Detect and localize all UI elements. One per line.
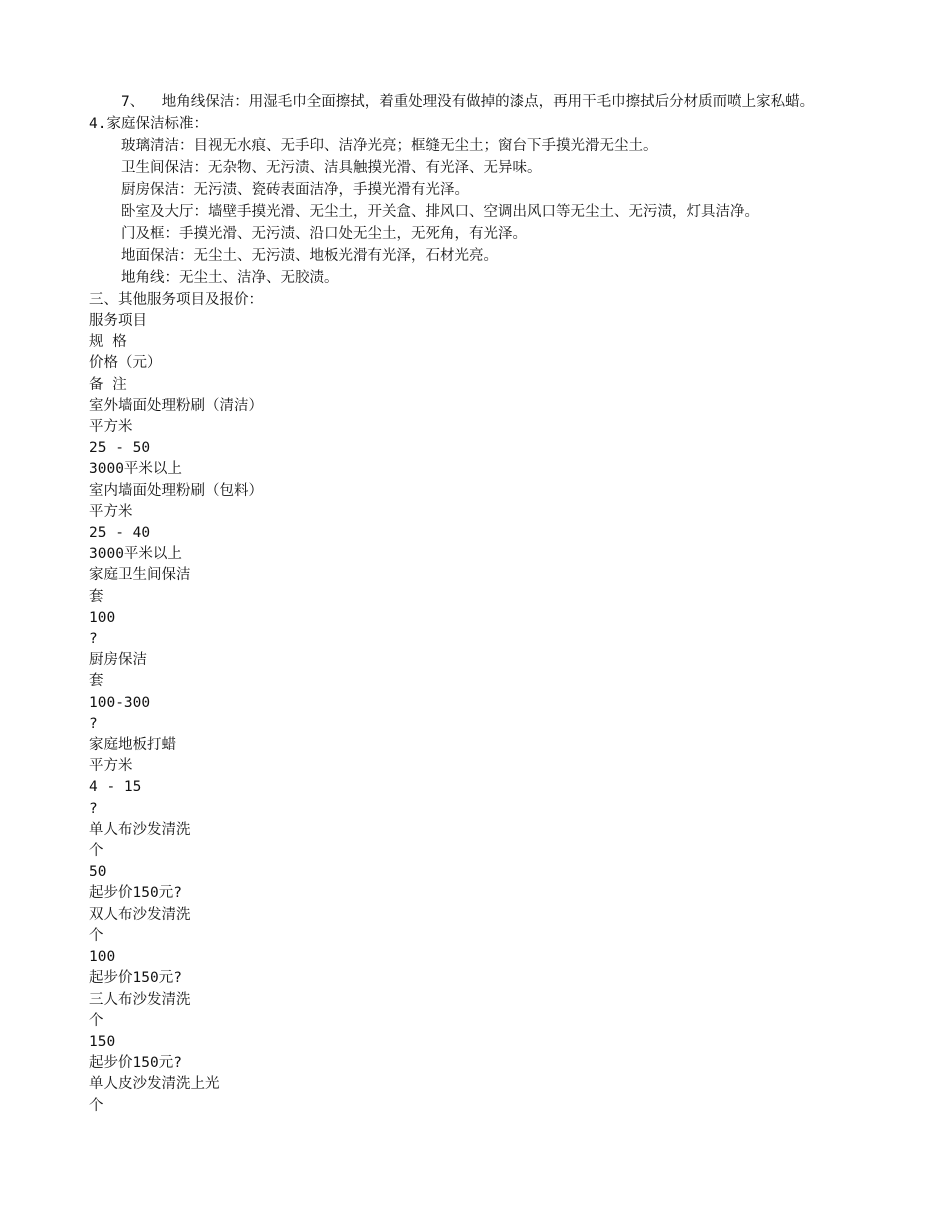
row-note: ?: [89, 631, 98, 648]
row-service: 厨房保洁: [89, 652, 147, 669]
row-spec: 个: [89, 843, 104, 860]
table-row: [89, 905, 869, 990]
row-spec: 平方米: [89, 758, 133, 775]
table-row: [89, 1074, 869, 1116]
row-service: 三人布沙发清洗: [89, 991, 191, 1008]
row-price: 4 - 15: [89, 779, 142, 796]
standard-bathroom: 卫生间保洁：无杂物、无污渍、洁具触摸光滑、有光泽、无异味。: [121, 160, 542, 176]
row-note: ?: [89, 800, 98, 817]
row-price: 150: [89, 1033, 116, 1050]
header-spec: 规 格: [89, 334, 127, 351]
row-service: 室内墙面处理粉刷（包料）: [89, 482, 263, 499]
standards-list: [89, 135, 869, 289]
table-header: [89, 311, 869, 396]
row-note: 起步价150元?: [89, 1055, 182, 1072]
row-spec: 平方米: [89, 419, 133, 436]
row-spec: 平方米: [89, 503, 133, 520]
standard-bedroom-hall: 卧室及大厅：墙壁手摸光滑、无尘土，开关盒、排风口、空调出风口等无尘土、无污渍，灯具洁净。: [121, 204, 759, 220]
row-service: 单人布沙发清洗: [89, 821, 191, 838]
row-price: 100: [89, 949, 116, 966]
standard-door-frame: 门及框：手摸光滑、无污渍、沿口处无尘土，无死角，有光泽。: [121, 226, 527, 242]
table-row: [89, 990, 869, 1075]
row-service: 室外墙面处理粉刷（清洁）: [89, 397, 263, 414]
services-heading: 三、其他服务项目及报价：: [89, 292, 263, 308]
table-row: [89, 481, 869, 566]
cleaning-step-7: 7、 地角线保洁：用湿毛巾全面擦拭，着重处理没有做掉的漆点，再用干毛巾擦拭后分材质而喷上家私蜡。: [121, 94, 815, 110]
row-note: 起步价150元?: [89, 970, 182, 987]
document-page: [89, 91, 869, 1117]
row-spec: 套: [89, 673, 104, 690]
row-price: 25 - 50: [89, 440, 151, 457]
table-row: [89, 565, 869, 650]
row-service: 双人布沙发清洗: [89, 906, 191, 923]
row-price: 100-300: [89, 694, 151, 711]
services-table: [89, 311, 869, 1117]
row-price: 25 - 40: [89, 525, 151, 542]
row-service: 家庭卫生间保洁: [89, 567, 191, 584]
standards-heading: 4.家庭保洁标准：: [89, 116, 208, 132]
row-service: 单人皮沙发清洗上光: [89, 1076, 220, 1093]
row-note: 起步价150元?: [89, 885, 182, 902]
header-service-item: 服务项目: [89, 313, 147, 329]
header-price: 价格（元）: [89, 355, 162, 372]
row-spec: 个: [89, 927, 104, 944]
standard-floor: 地面保洁：无尘土、无污渍、地板光滑有光泽，石材光亮。: [121, 248, 498, 264]
table-row: [89, 396, 869, 481]
row-note: 3000平米以上: [89, 546, 182, 563]
row-spec: 个: [89, 1012, 104, 1029]
row-note: ?: [89, 715, 98, 732]
header-note: 备 注: [89, 376, 127, 393]
row-price: 100: [89, 609, 116, 626]
row-service: 家庭地板打蜡: [89, 737, 176, 754]
table-row: [89, 735, 869, 820]
table-row: [89, 650, 869, 735]
row-note: 3000平米以上: [89, 461, 182, 478]
standard-kitchen: 厨房保洁：无污渍、瓷砖表面洁净，手摸光滑有光泽。: [121, 182, 469, 198]
row-spec: 套: [89, 588, 104, 605]
row-price: 50: [89, 864, 107, 881]
standard-glass: 玻璃清洁：目视无水痕、无手印、洁净光亮；框缝无尘土；窗台下手摸光滑无尘土。: [121, 138, 658, 154]
standard-baseboard: 地角线：无尘土、洁净、无胶渍。: [121, 270, 339, 286]
table-row: [89, 820, 869, 905]
row-spec: 个: [89, 1097, 104, 1114]
